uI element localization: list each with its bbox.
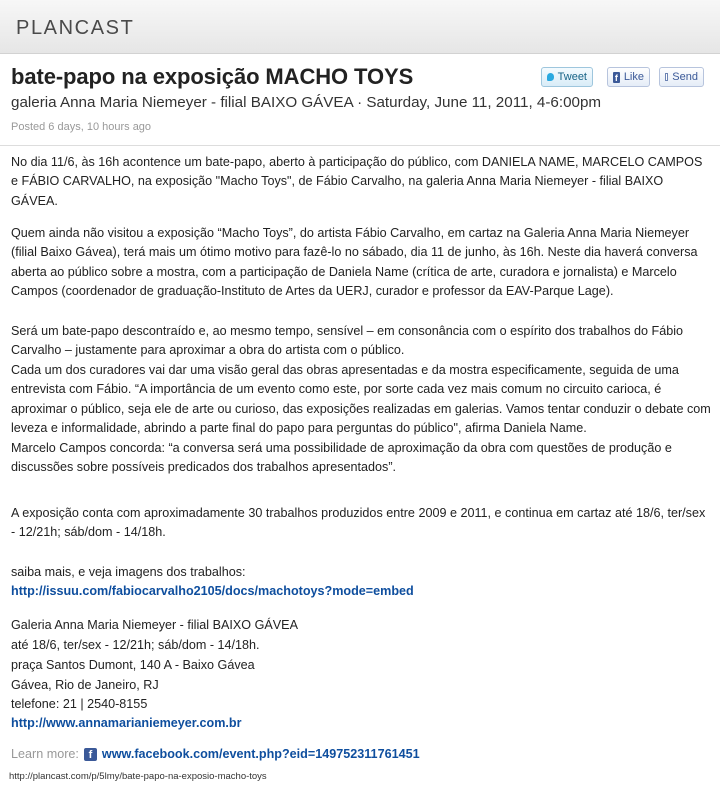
event-subtitle: galeria Anna Maria Niemeyer - filial BAIXO GÁVEA · Saturday, June 11, 2011, 4-6:00pm — [11, 94, 602, 111]
learn-more — [11, 747, 420, 761]
body-paragraph-visit: Quem ainda não visitou a exposição “Macho Toys”, do artista Fábio Carvalho, em cartaz na Galeria Anna Maria Niemeyer (filial Baixo Gávea), terá mais um ótimo motivo para fazê-lo no sábado, dia 11 de junho, às 16h. Neste dia haverá conversa aberta ao público sobre a mostra, com a participação de Daniela Name (crítica de arte, curadora e jornalista) e Marcelo Campos (coordenador de graduação-Instituto de Artes da UERJ, curador e professor da EAV-Parque Lage). — [11, 226, 698, 299]
body-paragraph-relaxed: Será um bate-papo descontraído e, ao mesmo tempo, sensível – em consonância com o espírito dos trabalhos do Fábio Carvalho – justamente para aproximar a obra do artista com o público. — [11, 324, 684, 358]
top-bar — [0, 0, 720, 54]
facebook-icon: f — [84, 748, 97, 761]
tweet-label: Tweet — [557, 71, 587, 83]
plancast-logo[interactable]: PLANCAST — [16, 17, 135, 39]
envelope-icon — [665, 73, 668, 81]
gallery-website-link[interactable]: http://www.annamarianiemeyer.com.br — [11, 716, 242, 730]
header-divider — [0, 145, 720, 146]
body-paragraph-intro: No dia 11/6, às 16h acontence um bate-papo, aberto à participação do público, com DANIELA NAME, MARCELO CAMPOS e FÁBIO CARVALHO, na exposição "Macho Toys", de Fábio Carvalho, na galeria Anna Maria Niemeyer - filial BAIXO GÁVEA. — [11, 155, 703, 208]
address-phone: telefone: 21 | 2540-8155 — [11, 697, 148, 711]
facebook-icon: f — [614, 72, 618, 83]
address-hours: até 18/6, ter/sex - 12/21h; sáb/dom - 14/18h. — [11, 638, 260, 652]
address-gallery: Galeria Anna Maria Niemeyer - filial BAIXO GÁVEA — [11, 618, 298, 632]
send-button[interactable] — [659, 67, 704, 87]
facebook-event-link[interactable]: www.facebook.com/event.php?eid=149752311761451 — [101, 747, 420, 761]
posted-time: Posted 6 days, 10 hours ago — [11, 121, 152, 133]
body-paragraph-exhibition: A exposição conta com aproximadamente 30 trabalhos produzidos entre 2009 e 2011, e continua em cartaz até 18/6, ter/sex - 12/21h; sáb/dom - 14/18h. — [11, 506, 706, 540]
like-label: Like — [623, 71, 644, 83]
page-url: http://plancast.com/p/5lmy/bate-papo-na-exposio-macho-toys — [9, 771, 267, 782]
tweet-button[interactable] — [541, 67, 593, 87]
learn-more-label: Learn more: — [11, 747, 79, 761]
event-title: bate-papo na exposição MACHO TOYS — [11, 64, 414, 89]
twitter-icon — [547, 73, 554, 81]
send-label: Send — [672, 71, 698, 83]
body-paragraph-curators: Cada um dos curadores vai dar uma visão geral das obras apresentadas e da mostra especificamente, seguida de uma entrevista com Fábio. “A importância de um evento como este, por sorte cada vez mais comum no circuito carioca, é aproximar o público, seja ele de arte ou curioso, das exposições realizadas em galerias. Vamos tentar conduzir o debate com leveza e informalidade, abrindo a parte final do papo para perguntas do público", afirma Daniela Name. — [11, 363, 711, 436]
like-button[interactable] — [607, 67, 650, 87]
address-street: praça Santos Dumont, 140 A - Baixo Gávea — [11, 658, 255, 672]
body-paragraph-more: saiba mais, e veja imagens dos trabalhos: — [11, 565, 246, 579]
body-paragraph-campos: Marcelo Campos concorda: “a conversa será uma possibilidade de aproximação da obra com questões de produção e discussões sobre possíveis predicados dos trabalhos apresentados”. — [11, 441, 672, 475]
address-city: Gávea, Rio de Janeiro, RJ — [11, 678, 159, 692]
issuu-link[interactable]: http://issuu.com/fabiocarvalho2105/docs/machotoys?mode=embed — [11, 584, 414, 598]
